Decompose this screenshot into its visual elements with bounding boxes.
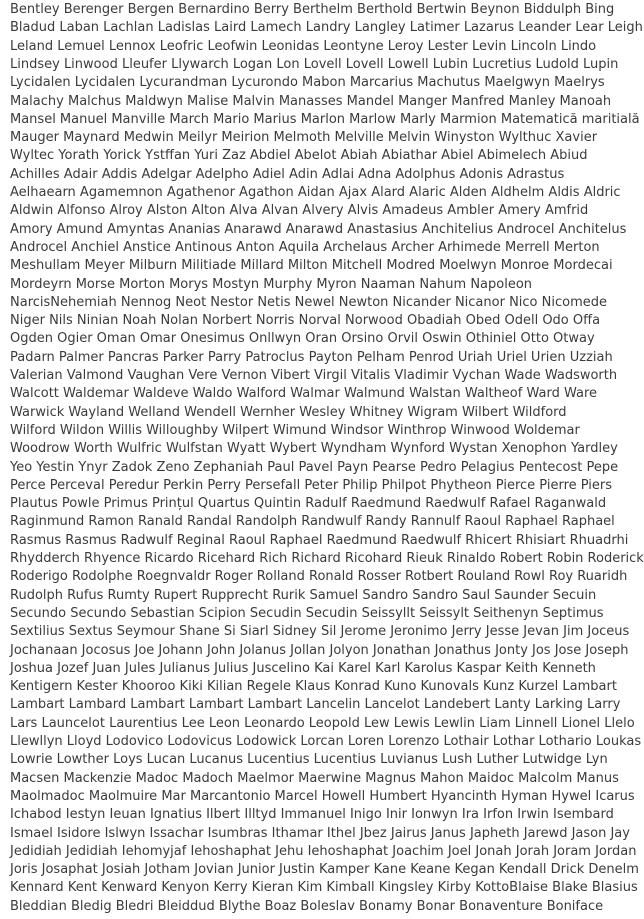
text-line: Mansel Manuel Manville March Mario Marius Marlon Marlow Marly Marmion Matematică maritială [10,111,640,127]
text-line: Mordeyrn Morse Morton Morys Mostyn Murphy Myron Naaman Nahum Napoleon [10,276,533,292]
text-line: Joshua Jozef Juan Jules Julianus Julius Juscelino Kai Karel Karl Karolus Kaspar Keith Kenneth [10,660,596,676]
text-line: Lycidalen Lycidalen Lycurandman Lycurondo Mabon Marcarius Machutus Maelgwyn Maelrys [10,75,605,91]
text-line: Lindsey Linwood Lleufer Llywarch Logan Lon Lovell Lovell Lowell Lubin Lucretius Ludold Lupin [10,56,619,72]
text-line: Roderigo Rodolphe Roegnvaldr Roger Rolland Ronald Rosser Rotbert Rouland Rowl Roy Ruaridh [10,569,628,585]
text-line: Perce Perceval Peredur Perkin Perry Persefall Peter Philip Philpot Phytheon Pierce Pierre Piers [10,477,613,493]
text-line: Androcel Anchiel Anstice Antinous Anton Aquila Archelaus Archer Arhimede Merrell Merton [10,239,600,255]
text-line: Jochanaan Jocosus Joe Johann John Jolanus Jollan Jolyon Jonathan Jonathus Jonty Jos Jose Joseph [10,642,629,658]
text-line: Ismael Isidore Islwyn Issachar Isumbras Ithamar Ithel Jbez Jairus Janus Japheth Jarewd Jason Jay [10,825,630,841]
text-line: Plautus Powle Primus Prințul Quartus Quintin Radulf Raedmund Raedwulf Rafael Raganwald [10,496,607,512]
text-line: Rhydderch Rhyence Ricardo Ricehard Rich Richard Ricohard Rieuk Rinaldo Robert Robin Roderick [10,551,644,566]
text-line: Kennard Kent Kenward Kenyon Kerry Kieran Kim Kimball Kingsley Kirby KottoBlaise Blake Blasius [10,880,638,896]
text-line: Lars Launcelot Laurentius Lee Leon Leonardo Leopold Lew Lewis Lewlin Liam Linnell Lionel Llelo [10,715,635,731]
text-line: Jedidiah Jedidiah Iehomyjaf Iehoshaphat Jehu Iehoshaphat Joachim Joel Jonah Jorah Joram Jordan [10,843,637,859]
text-line: Rudolph Rufus Rumty Rupert Rupprecht Rurik Samuel Sandro Sandro Saul Saunder Secuin [10,587,597,603]
text-line: Bentley Berenger Bergen Bernardino Berry Berthelm Berthold Bertwin Beynon Biddulph Bing [10,2,615,17]
text-line: Mauger Maynard Medwin Meilyr Meirion Melmoth Melville Melvin Winyston Wylthuc Xavier [10,130,598,146]
text-line: NarcisNehemiah Nennog Neot Nestor Netis Newel Newton Nicander Nicanor Nico Nicomede [10,294,607,310]
text-line: Aelhaearn Agamemnon Agathenor Agathon Aidan Ajax Alard Alaric Alden Aldhelm Aldis Aldric [10,185,621,200]
text-line: Lowrie Lowther Loys Lucan Lucanus Lucentius Lucentius Luvianus Lush Luther Lutwidge Lyn [10,752,608,768]
text-line: Achilles Adair Addis Adelgar Adelpho Adiel Adin Adlai Adna Adolphus Adonis Adrastus [10,166,565,182]
text-line: Meshullam Meyer Milburn Militiade Millard Milton Mitchell Modred Moelwyn Monroe Mordecai [10,258,613,274]
text-line: Wyltec Yorath Yorick Ystffan Yuri Zaz Abdiel Abelot Abiah Abiathar Abiel Abimelech Abiud [10,148,588,164]
text-line: Macsen Mackenzie Madoc Madoch Maelmor Maerwine Magnus Mahon Maidoc Malcolm Manus [10,770,619,786]
text-line: Woodrow Worth Wulfric Wulfstan Wyatt Wybert Wyndham Wynford Wystan Xenophon Yardley [10,441,618,457]
text-line: Niger Nils Ninian Noah Nolan Norbert Norris Norval Norwood Obadiah Obed Odell Odo Offa [10,313,601,329]
text-line: Bleddian Bledig Bledri Bleiddud Blythe Boaz Boleslav Bonamy Bonar Bonaventure Boniface [10,898,604,914]
text-line: Walcott Waldemar Waldeve Waldo Walford Walmar Walmund Walstan Waltheof Ward Ware [10,386,598,402]
text-line: Malachy Malchus Maldwyn Malise Malvin Manasses Mandel Manger Manfred Manley Manoah [10,93,612,109]
text-line: Leland Lemuel Lennox Leofric Leofwin Leonidas Leontyne Leroy Lester Levin Lincoln Lindo [10,38,597,54]
text-line: Ichabod Iestyn Ieuan Ignatius Ilbert Illtyd Immanuel Inigo Inir Ionwyn Ira Irfon Irwin Isembard [10,807,614,823]
text-line: Sextilius Sextus Seymour Shane Si Siarl Sidney Sil Jerome Jeronimo Jerry Jesse Jevan Jim Joceus [10,624,630,640]
text-line: Valerian Valmond Vaughan Vere Vernon Vibert Virgil Vitalis Vladimir Vychan Wade Wadsworth [10,368,618,383]
text-line: Warwick Wayland Welland Wendell Wernher Wesley Whitney Wigram Wilbert Wildford [10,404,567,420]
text-line: Maolmadoc Maolmuire Mar Marcantonio Marcel Howell Humbert Hyancinth Hyman Hywel Icarus [10,788,635,804]
text-line: Yeo Yestin Ynyr Zadok Zeno Zephaniah Paul Pavel Payn Pearse Pedro Pelagius Pentecost Pepe [10,459,619,475]
text-line: Amory Amund Amyntas Ananias Anarawd Anarawd Anastasius Anchitelius Androcel Anchitelus [10,221,627,237]
text-line: Rasmus Rasmus Radwulf Reginal Raoul Raphael Raedmund Raedwulf Rhicert Rhisiart Rhuadrhi [10,532,629,548]
text-line: Aldwin Alfonso Alroy Alston Alton Alva Alvan Alvery Alvis Amadeus Ambler Amery Amfrid [10,203,589,219]
text-line: Wilford Wildon Willis Willoughby Wilpert Wimund Windsor Winthrop Winwood Woldemar [10,422,580,438]
text-line: Kentigern Kester Khooroo Kiki Kilian Regele Klaus Konrad Kuno Kunovals Kunz Kurzel Lambart [10,679,617,695]
text-line: Joris Josaphat Josiah Jotham Jovian Junior Justin Kamper Kane Keane Kegan Kendall Drick Denelm [10,862,639,878]
text-line: Raginmund Ramon Ranald Randal Randolph Randwulf Randy Rannulf Raoul Raphael Raphael [10,514,615,530]
text-line: Ogden Ogier Oman Omar Onesimus Onllwyn Oran Orsino Orvil Oswin Othiniel Otto Otway [10,331,595,347]
text-line: Lambart Lambard Lambart Lambart Lambart Lancelin Lancelot Landebert Lanty Larking Larry [10,697,621,713]
text-line: Llewllyn Lloyd Lodovico Lodovicus Lodowick Lorcan Loren Lorenzo Lothair Lothar Lothario Loukas [10,734,642,749]
text-line: Bladud Laban Lachlan Ladislas Laird Lamech Landry Langley Latimer Lazarus Leander Lear Leigh [10,20,643,36]
text-line: Padarn Palmer Pancras Parker Parry Patroclus Payton Pelham Penrod Uriah Uriel Urien Uzziah [10,349,613,365]
text-line: Secundo Secundo Sebastian Scipion Secudin Secudin Seissyllt Seissylt Seithenyn Septimus [10,605,604,621]
